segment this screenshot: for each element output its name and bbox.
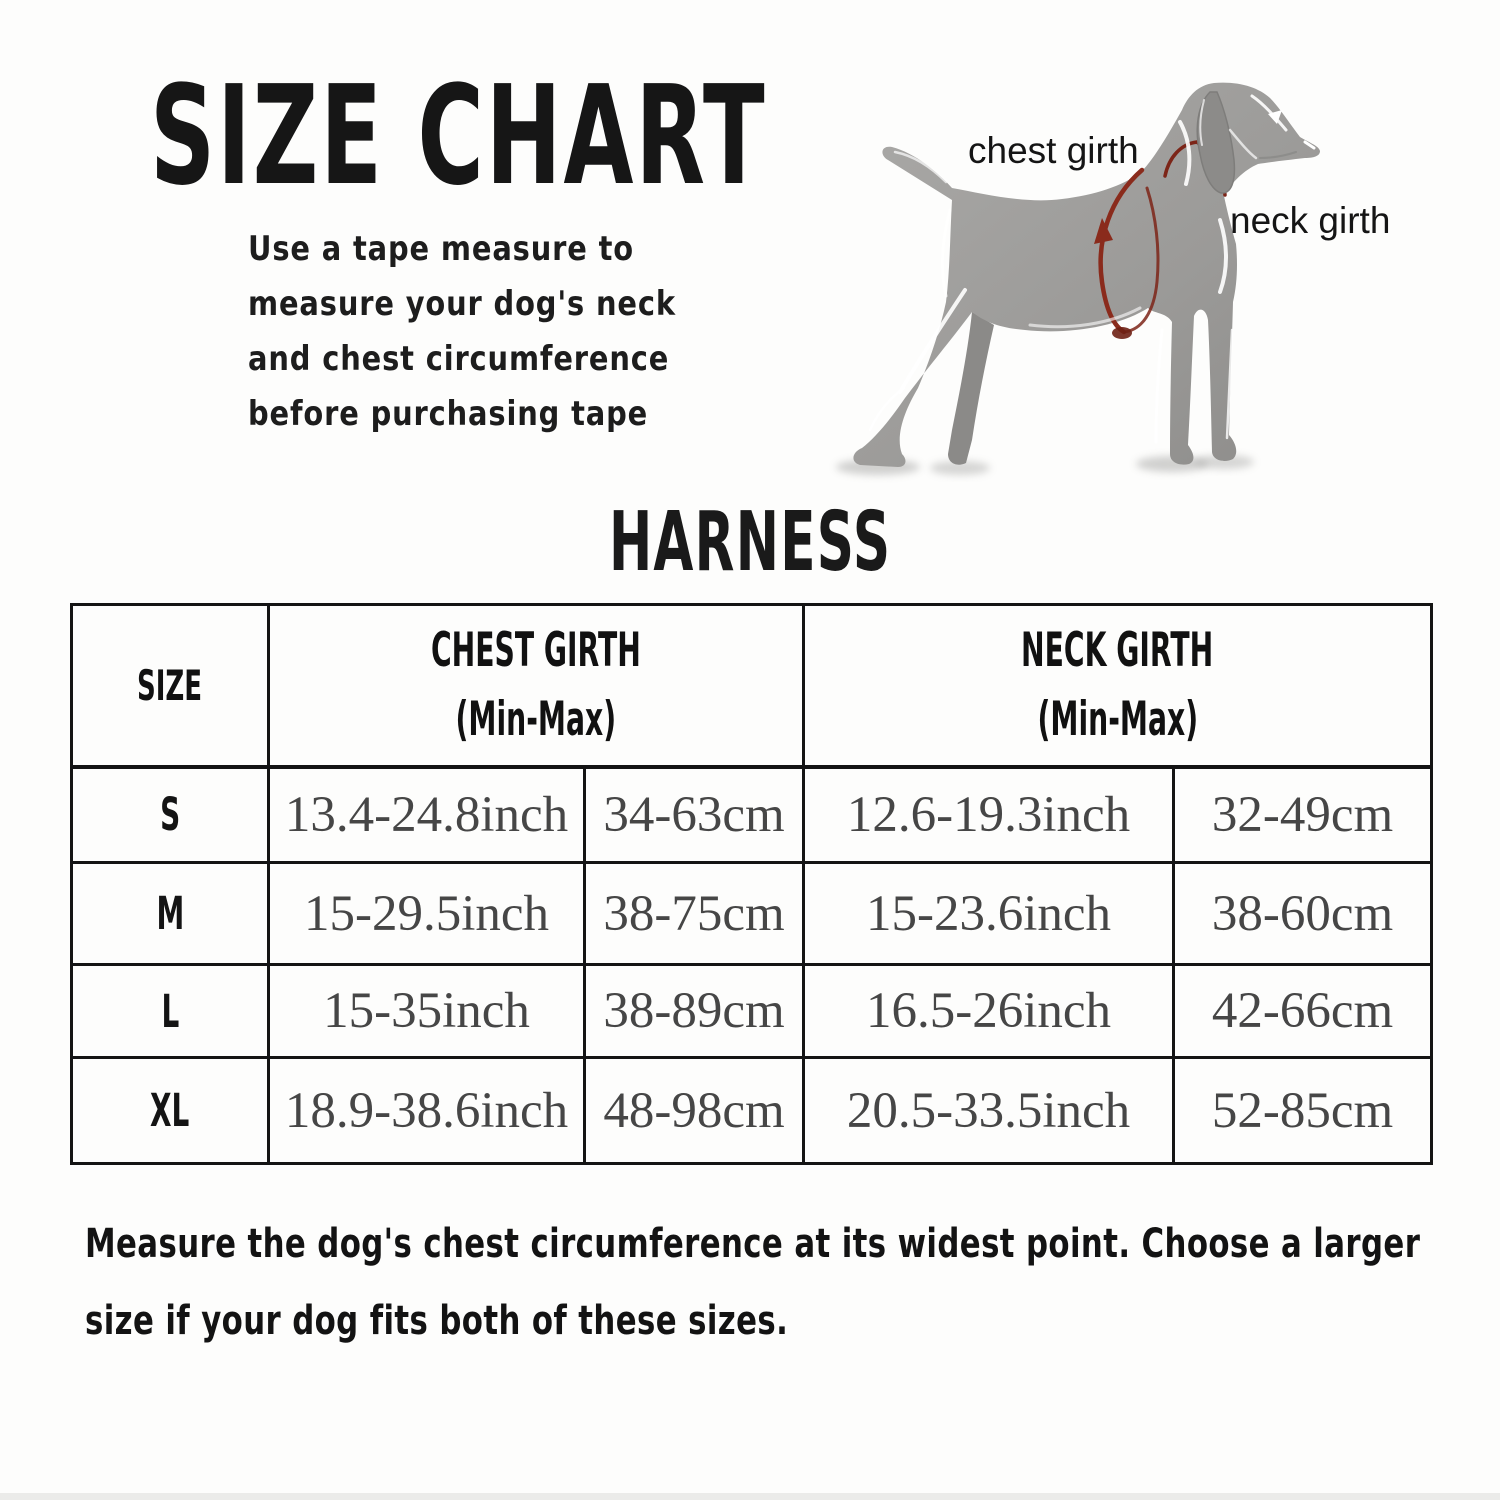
chest-cm-value: 38-89cm bbox=[585, 965, 804, 1058]
size-label: S bbox=[72, 767, 269, 863]
chest-cm-value: 48-98cm bbox=[585, 1058, 804, 1164]
chest-girth-label: chest girth bbox=[968, 130, 1139, 171]
page-title: SIZE CHART bbox=[150, 57, 767, 216]
header-chest-girth: CHEST GIRTH (Min-Max) bbox=[269, 605, 804, 767]
neck-cm-value: 32-49cm bbox=[1174, 767, 1432, 863]
neck-inch-value: 20.5-33.5inch bbox=[804, 1058, 1174, 1164]
neck-cm-value: 52-85cm bbox=[1174, 1058, 1432, 1164]
neck-inch-value: 12.6-19.3inch bbox=[804, 767, 1174, 863]
intro-line: and chest circumference bbox=[248, 339, 670, 379]
size-label: M bbox=[72, 863, 269, 965]
neck-inch-value: 16.5-26inch bbox=[804, 965, 1174, 1058]
intro-line: measure your dog's neck bbox=[248, 284, 676, 324]
chest-inch-value: 13.4-24.8inch bbox=[269, 767, 585, 863]
note-line: Measure the dog's chest circumference at its widest point. Choose a larger bbox=[85, 1221, 1421, 1267]
neck-girth-label: neck girth bbox=[1230, 200, 1391, 241]
chest-inch-value: 15-29.5inch bbox=[269, 863, 585, 965]
dog-far-rear-leg bbox=[948, 312, 994, 465]
note-line: size if your dog fits both of these sizes. bbox=[85, 1298, 789, 1344]
header-neck-girth: NECK GIRTH (Min-Max) bbox=[804, 605, 1432, 767]
dog-silhouette-illustration bbox=[800, 30, 1440, 490]
harness-heading: HARNESS bbox=[608, 495, 892, 590]
chest-inch-value: 18.9-38.6inch bbox=[269, 1058, 585, 1164]
table-row-l bbox=[72, 965, 1432, 1058]
header-size: SIZE bbox=[72, 605, 269, 767]
chest-cm-value: 38-75cm bbox=[585, 863, 804, 965]
table-row-xl bbox=[72, 1058, 1432, 1164]
size-label: L bbox=[72, 965, 269, 1058]
dog-measurement-diagram bbox=[800, 30, 1440, 490]
intro-line: Use a tape measure to bbox=[248, 229, 634, 269]
table-header-row bbox=[72, 605, 1432, 767]
chest-cm-value: 34-63cm bbox=[585, 767, 804, 863]
neck-cm-value: 42-66cm bbox=[1174, 965, 1432, 1058]
table-row-m bbox=[72, 863, 1432, 965]
size-label: XL bbox=[72, 1058, 269, 1164]
neck-cm-value: 38-60cm bbox=[1174, 863, 1432, 965]
bottom-edge-strip bbox=[0, 1493, 1500, 1500]
intro-line: before purchasing tape bbox=[248, 394, 649, 434]
neck-inch-value: 15-23.6inch bbox=[804, 863, 1174, 965]
measuring-note bbox=[85, 1206, 1500, 1360]
size-table bbox=[70, 603, 1433, 1165]
intro-text bbox=[248, 222, 751, 442]
chest-inch-value: 15-35inch bbox=[269, 965, 585, 1058]
table-row-s bbox=[72, 767, 1432, 863]
